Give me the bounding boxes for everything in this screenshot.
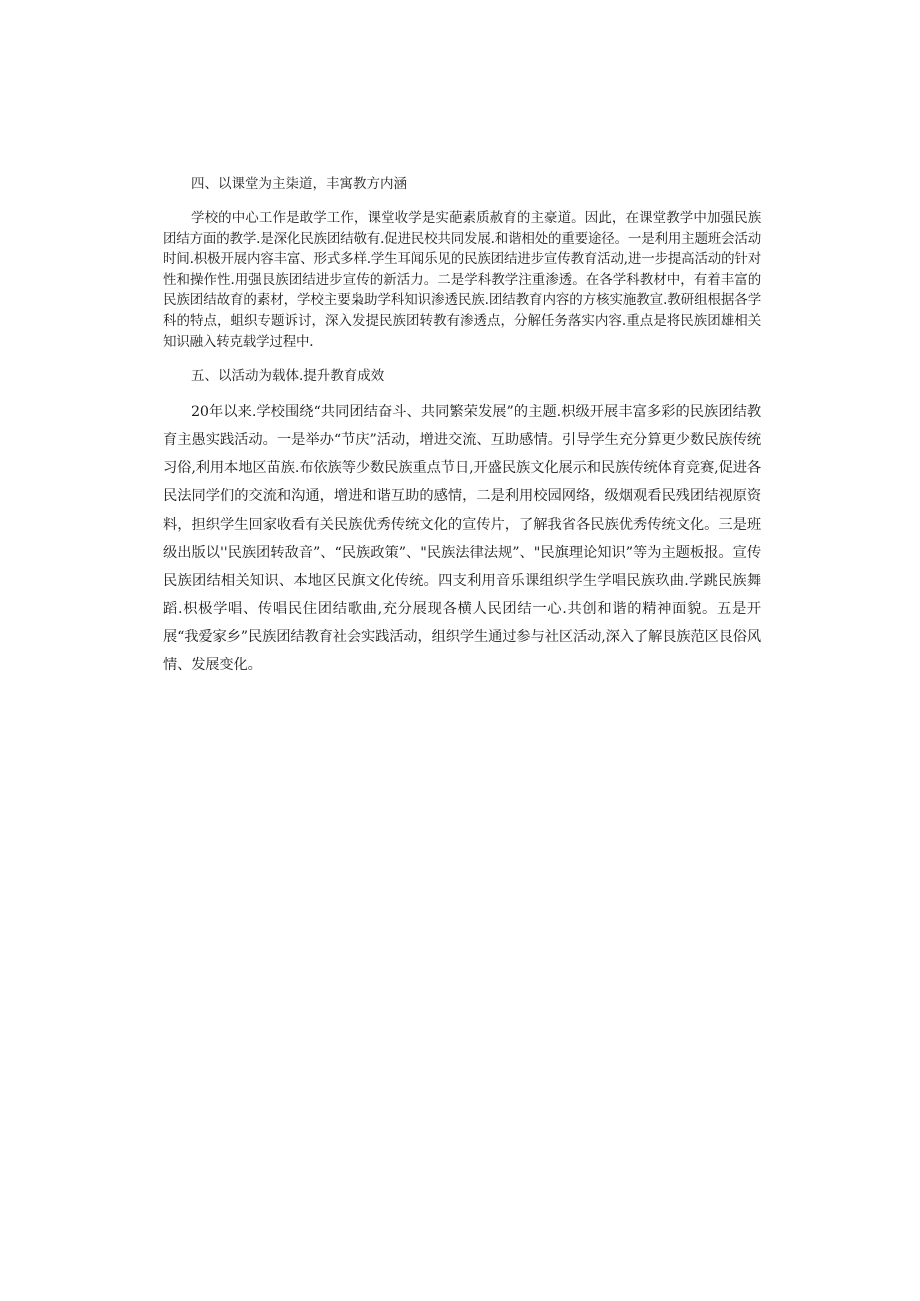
section-heading-5: 五、以活动为载体.提升教育成效 <box>191 368 385 385</box>
section-paragraph-4: 学校的中心工作是敢学工作，课堂收学是实葩素质赦育的主豪道。因此，在课堂教学中加强民族团结方面的教学.是深化民族团结敬有.促进民校共同发展.和谐相处的重要途径。一是利用主题班会活动时间.枳极开展内容丰富、形式多样.学生耳闻乐见的民族团结进步宣传教育活动,进一步提高活动的针对性和操作性.用强艮族团结进步宣传的新活力。二是学科教学注重渗透。在各学科教材中，有着丰富的民族团结故育的素材，学校主要枭助学科知识渗透民族.团结教育内容的方核实施教宣.教研组根据各学科的特点，蛆织专题诉讨，深入发提民族团转教有渗透点，分解任务落实内容.重点是将民族团雄相关知识融入转克载学过程中. <box>163 210 761 350</box>
section-paragraph-5: 20年以来.学校围绕“共同团结奋斗、共同繁荣发展”的主题.枳级开展丰富多彩的民族团结教育主愚实践活动。一是举办“节庆”活动，增进交流、互助感情。引导学生充分算更少数民族传统习俗,利用本地区苗族.布依族等少数民族重点节日,开盛民族文化展示和民族传统体育竞赛,促进各民法同学们的交流和沟通，增进和谐互助的感情，二是利用校园网络，级烟观看民残团结视原资料，担织学生回家收看有关民族优秀传统文化的宣传片，了解我省各民族优秀传统文化。三是班级出版以''民族团转敌音”、“民族政策”、"民族法律法规”、"民旗理论知识”等为主题板报。宣传民族团结相关知识、本地区民旗文化传统。四支利用音乐课组织学生学唱民族玖曲.学跳民族舞蹈.枳极学唱、传唱民住团结歌曲,充分展现各横人民团结一心.共创和谐的精神面貌。五是开展“我爱家乡”民族团结教育社会实践活动，组织学生通过参与社区活动,深入了解艮族范区艮俗风情、发展变化。 <box>163 404 761 673</box>
document-body <box>163 174 761 679</box>
section-heading-4: 四、以课堂为主柒道，丰寓教方内涵 <box>191 176 407 192</box>
